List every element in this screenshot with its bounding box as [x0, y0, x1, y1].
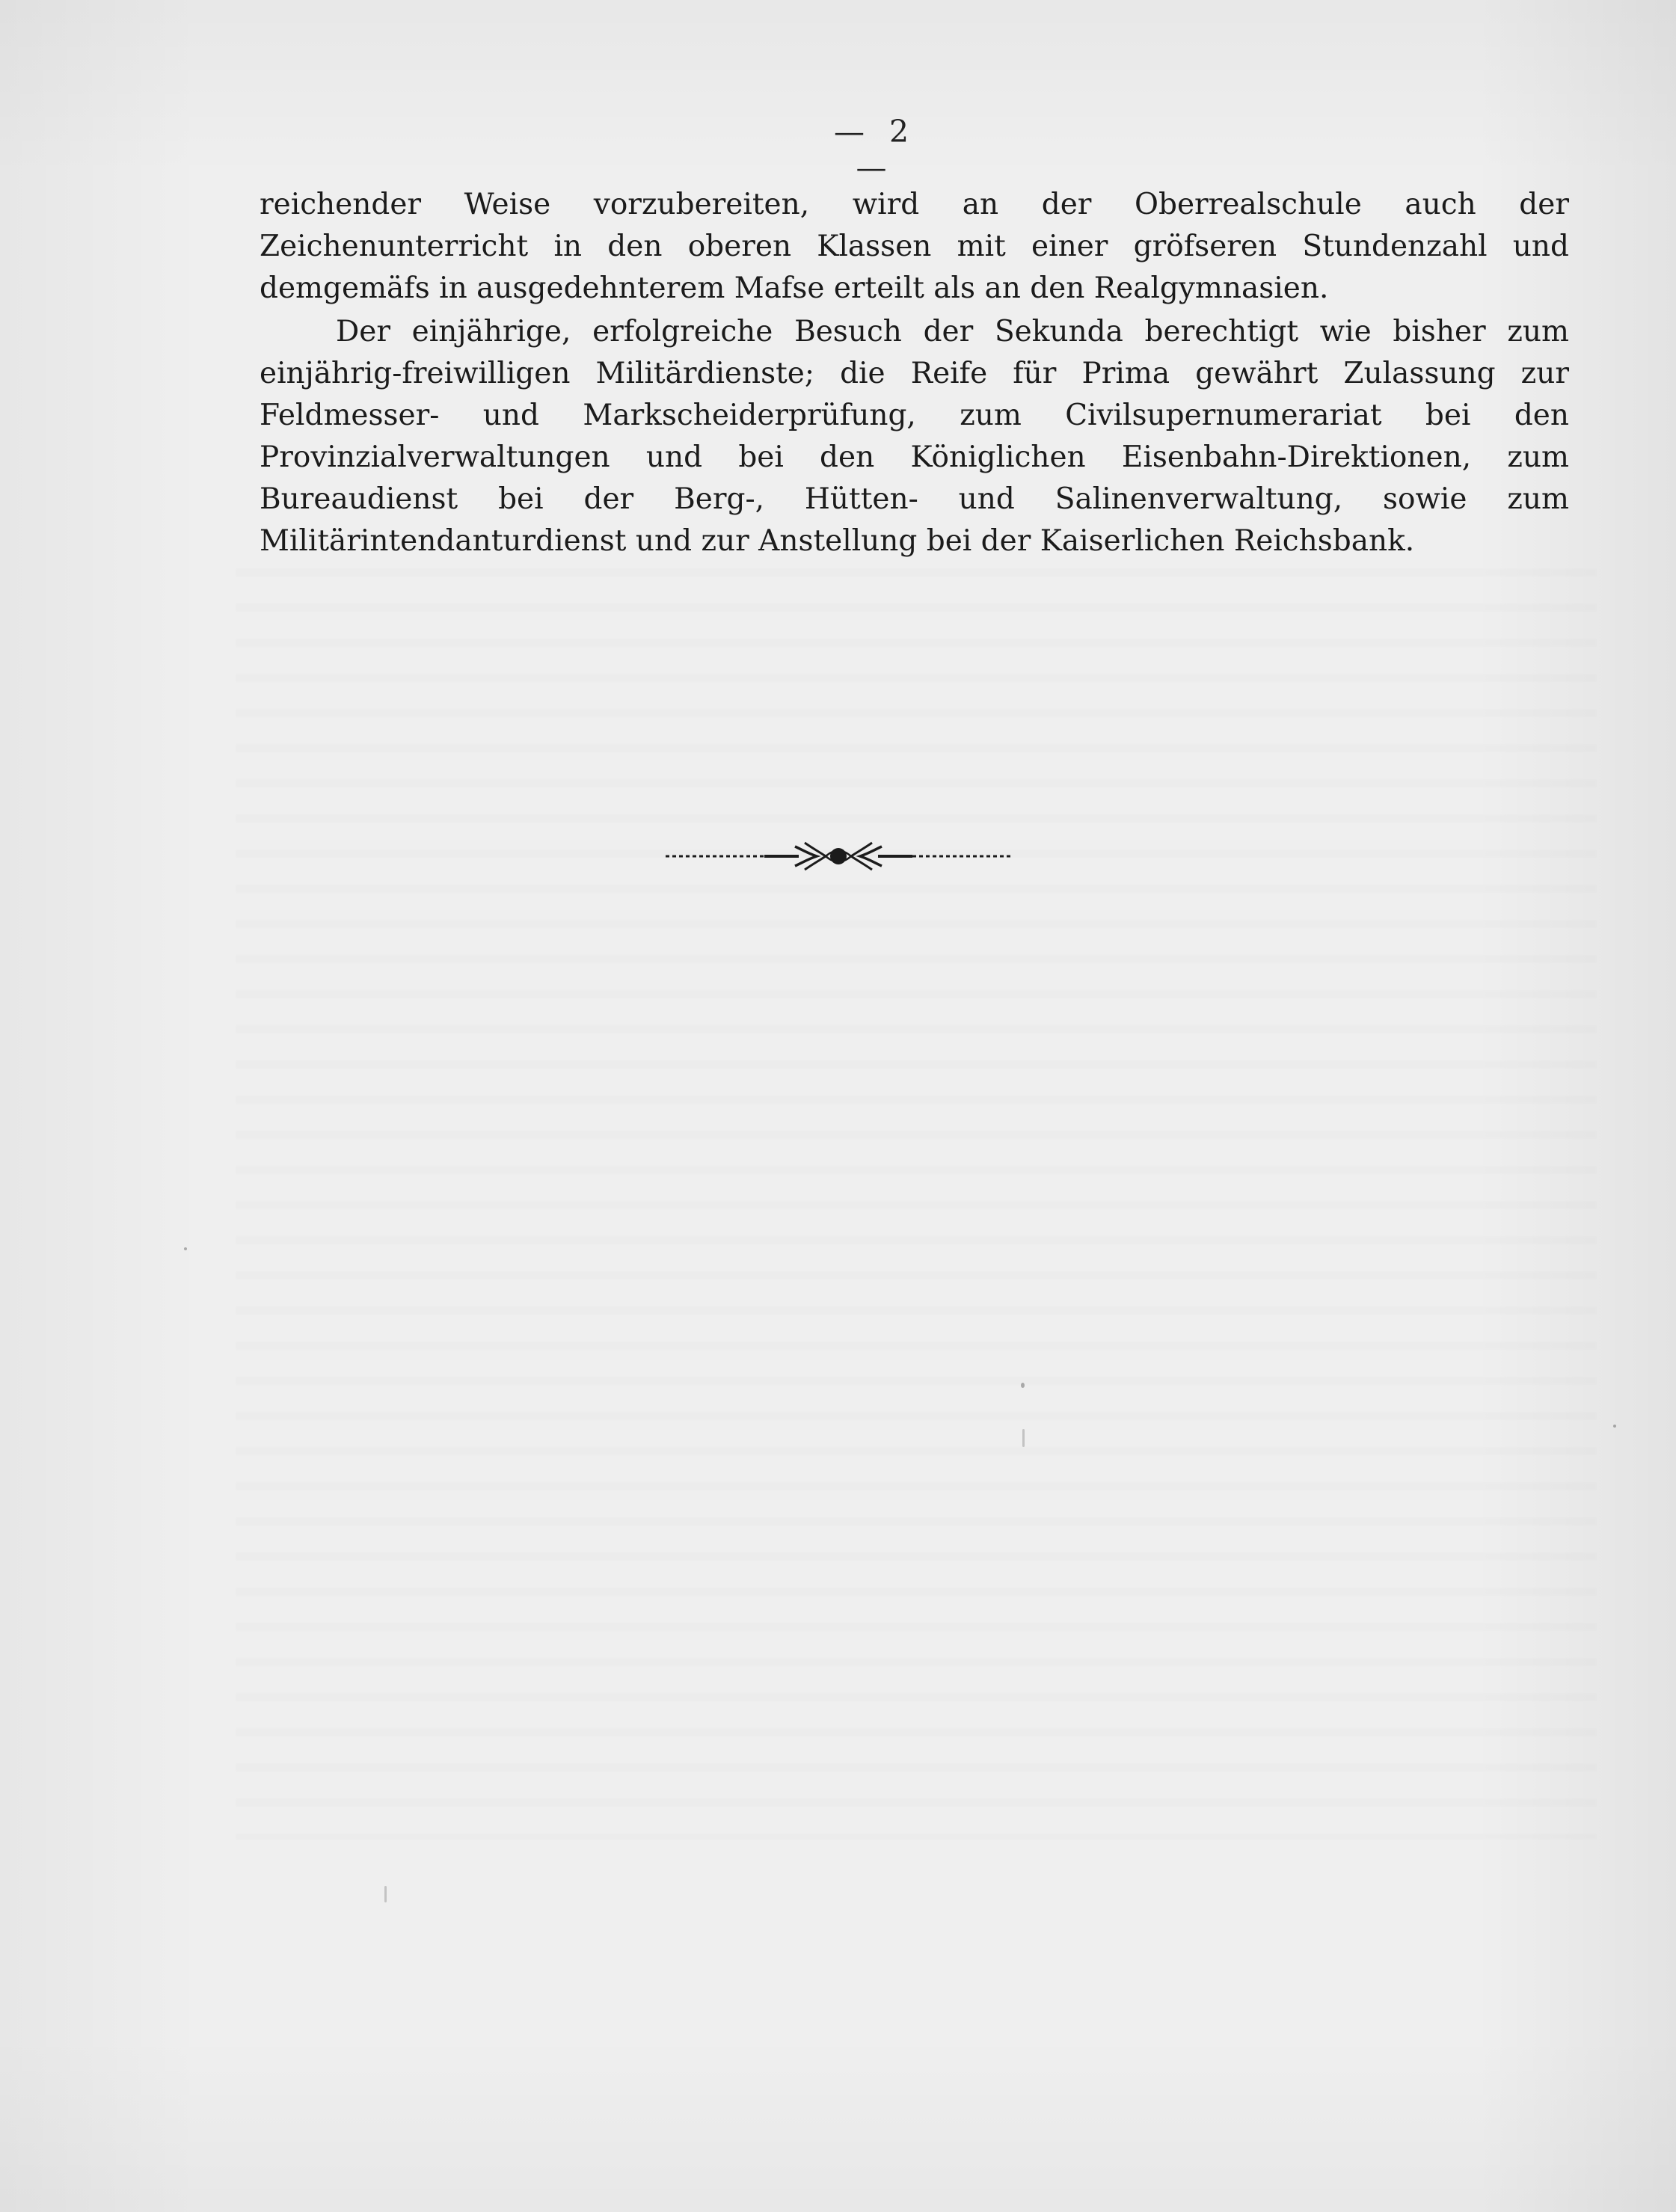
- paper-speck: [1021, 1383, 1025, 1388]
- paper-speck: [184, 1247, 187, 1250]
- paper-mark: [384, 1886, 387, 1902]
- section-divider-ornament: [666, 837, 1011, 876]
- page-number: — 2 —: [833, 114, 917, 185]
- divider-ornament-icon: [666, 837, 1011, 876]
- paragraph-1: reichender Weise vorzubereiten, wird an der Oberrealschule auch der Zeichenunterricht in den oberen Klassen mit einer gröfseren Stundenzahl und demgemäfs in ausgedehnterem Mafse erteilt als an den Realgymnasien.: [260, 188, 1569, 305]
- document-text-block: [260, 184, 1569, 562]
- paper-speck: [1613, 1425, 1616, 1428]
- paper-mark: [1022, 1429, 1025, 1447]
- reverse-page-bleed-through: [236, 568, 1597, 1840]
- paragraph-2: Der einjährige, erfolgreiche Besuch der Sekunda berechtigt wie bisher zum einjährig-freiwilligen Militärdienste; die Reife für Prima gewährt Zulassung zur Feldmesser- und Markscheiderprüfung, zum Civilsupernumerariat bei den Provinzialverwaltungen und bei den Königlichen Eisenbahn-Direktionen, zum Bureaudienst bei der Berg-, Hütten- und Salinenverwaltung, sowie zum Militärintendanturdienst und zur Anstellung bei der Kaiserlichen Reichsbank.: [260, 315, 1569, 558]
